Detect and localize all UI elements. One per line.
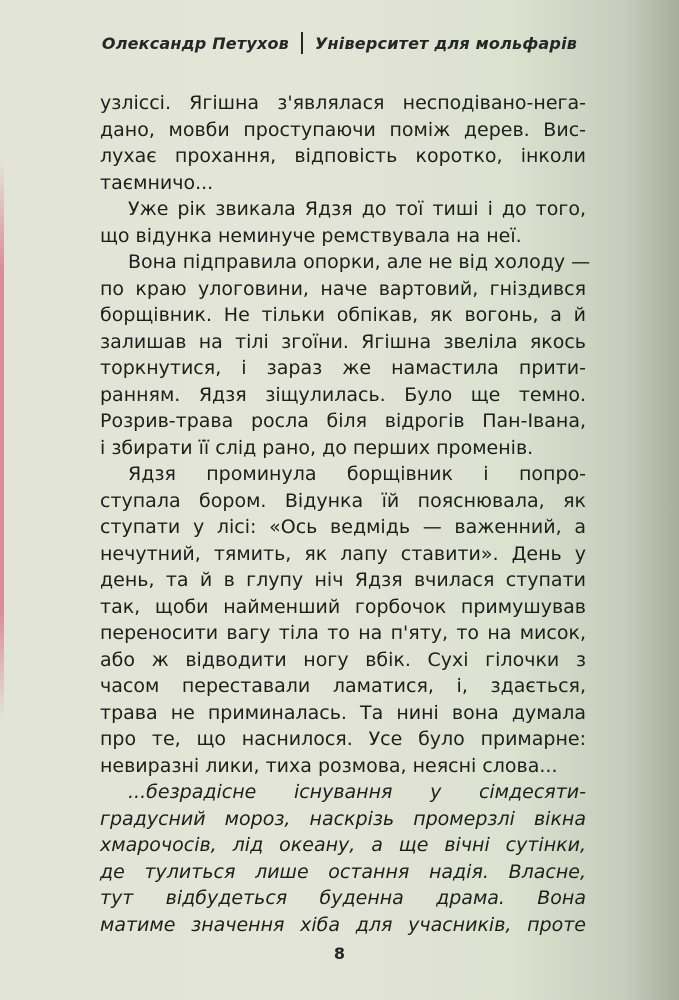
text-line: по краю улоговини, наче вартовий, гніздився	[100, 277, 586, 300]
text-line: борщівник. Не тільки обпікав, як вогонь, а й	[100, 304, 586, 326]
text-line: ранням. Ядзя зіщулилась. Було ще темно.	[100, 383, 586, 406]
text-line: Ядзя проминула борщівник і попро-	[128, 463, 586, 485]
text-line: ступати у лісі: «Ось ведмідь — важенний, а	[100, 516, 586, 538]
text-line: Вона підправила опорки, але не від холоду —	[128, 251, 591, 273]
page-number: 8	[333, 944, 346, 963]
text-line: нечутний, тямить, як лапу ставити». День у	[100, 542, 586, 565]
text-line: переносити вагу тіла то на п'яту, то на мисок,	[100, 622, 586, 644]
text-line: про те, що наснилося. Усе було примарне:	[100, 728, 586, 750]
header-separator	[301, 32, 303, 54]
text-line: так, щоби найменший горбочок примушував	[100, 595, 586, 618]
text-line: часом переставали ламатися, і, здається,	[100, 675, 586, 697]
text-line: залишав на тілі згоїни. Ягішна звеліла якось	[100, 330, 586, 353]
text-line: ступала бором. Відунка їй пояснювала, як	[100, 489, 586, 512]
text-line: або ж відводити ногу вбік. Сухі гілочки з	[100, 648, 586, 671]
text-line: дано, мовби проступаючи поміж дерев. Вис-	[100, 118, 586, 141]
text-line: Розрив-трава росла біля відрогів Пан-Івана,	[100, 410, 586, 432]
text-line: ...безрадісне існування у сімдесяти-	[128, 781, 586, 803]
header-author: Олександр Петухов	[101, 34, 289, 53]
text-line: хмарочосів, лід океану, а ще вічні сутінки,	[100, 834, 586, 856]
text-line: узліссі. Ягішна з'являлася несподівано-нега-	[100, 92, 586, 114]
text-line: і збирати її слід рано, до перших променів.	[100, 436, 534, 459]
text-line: матиме значення хіба для учасників, проте	[100, 913, 586, 936]
text-line: невиразні лики, тиха розмова, неясні слова...	[100, 754, 558, 777]
text-line: де тулиться лише остання надія. Власне,	[100, 860, 586, 883]
text-line: тут відбудеться буденна драма. Вона	[100, 887, 586, 909]
header-book-title: Університет для мольфарів	[315, 34, 578, 53]
text-line: день, та й в глупу ніч Ядзя вчилася ступати	[100, 569, 586, 591]
text-line: трава не приминалась. Та нині вона думала	[100, 701, 586, 724]
body-text	[100, 90, 591, 938]
text-line: лухає прохання, відповість коротко, інколи	[100, 145, 586, 167]
text-line: Уже рік звикала Ядзя до тої тиші і до того,	[128, 198, 586, 220]
text-line: таємничо...	[100, 171, 214, 194]
running-header	[0, 32, 679, 54]
text-line: торкнутися, і зараз же намастила прити-	[100, 357, 586, 379]
page-edge-shadow	[0, 160, 4, 720]
text-line: що відунка неминуче ремствувала на неї.	[100, 224, 522, 247]
text-line: градусний мороз, наскрізь промерзлі вікна	[100, 807, 586, 830]
